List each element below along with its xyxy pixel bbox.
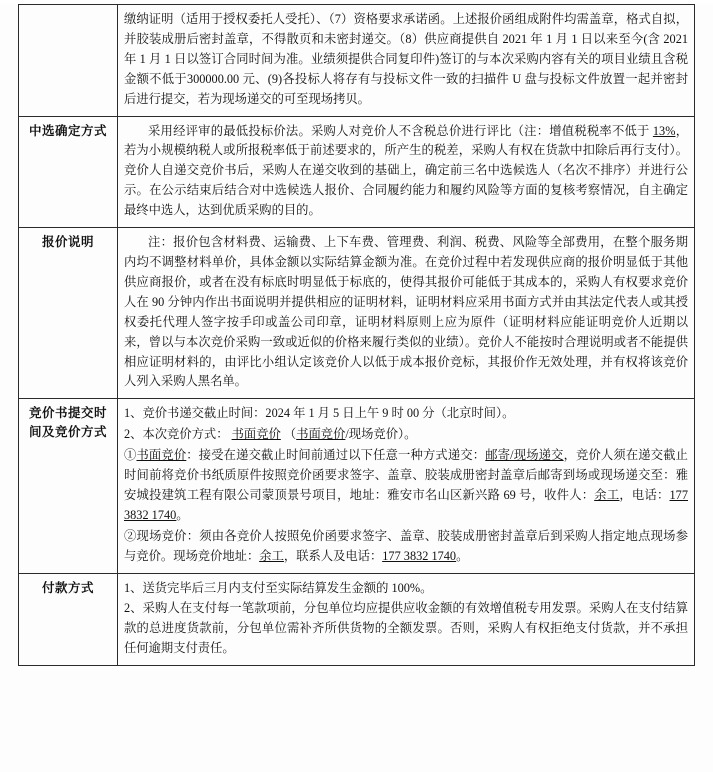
paragraph: 1、送货完毕后三月内支付至实际结算发生金额的 100%。 (124, 580, 433, 595)
document-page (0, 4, 713, 772)
paragraph: 1、竞价书递交截止时间：2024 年 1 月 5 日上午 9 时 00 分（北京时间）。 (124, 406, 515, 421)
table-row (19, 5, 695, 117)
paragraph: 采用经评审的最低投标价法。采购人对竞价人不含税总价进行评比（注：增值税税率不低于 13%，若为小规模纳税人或所报税率低于前述要求的，所产生的税差，采购人有权在货款中扣除后再行支付）。竞价人自递交竞价书后，采购人在递交收到的基础上，确定前三名中选候选人（名次不排序）并进行公示。在公示结束后结合对中选候选人报价、合同履约能力和履约风险等方面的复核考察情况，自主确定最终中选人，达到优质采购的目的。 (124, 123, 688, 218)
table-row (19, 116, 695, 228)
row-label-selection-method: 中选确定方式 (19, 116, 118, 228)
paragraph: 2、本次竞价方式： 书面竞价 （书面竞价/现场竞价）。 (124, 427, 417, 442)
paragraph: ①书面竞价：接受在递交截止时间前通过以下任意一种方式递交：邮寄/现场递交，竞价人须在递交截止时间前将竞价书纸质原件按照竞价函要求签字、盖章、胶装成册密封盖章后邮寄到场或现场递交至：雅安城投建筑工程有限公司蒙顶景号项目，地址：雅安市名山区新兴路 69 号，收件人：余工，电话：177 3832 1740。 (124, 448, 688, 522)
table-row (19, 399, 695, 573)
row-label-quote-note: 报价说明 (19, 228, 118, 399)
row-body-continued (118, 5, 695, 117)
paragraph: 缴纳证明（适用于授权委托人受托）、（7）资格要求承诺函。上述报价函组成附件均需盖章，格式自拟，并胶装成册后密封盖章，不得散页和未密封递交。（8）供应商提供自 2021 年 1 月 1 日以来至今(含 2021 年 1 月 1 日以签订合同时间为准。业绩须提供合同复印件)签订的与本次采购内容有关的项目业绩且含税金额不低于300000.00 元、(9)各投标人将存有与投标文件一致的扫描件 U 盘与投标文件放置一起并密封后进行提交，若为现场递交的可至现场拷贝。 (124, 12, 688, 106)
row-body-selection-method (118, 116, 695, 228)
paragraph: ②现场竞价：须由各竞价人按照免价函要求签字、盖章、胶装成册密封盖章后到采购人指定地点现场参与竞价。现场竞价地址：余工，联系人及电话：177 3832 1740。 (124, 528, 688, 563)
table-row (19, 573, 695, 666)
row-label-payment: 付款方式 (19, 573, 118, 666)
row-label-continued (19, 5, 118, 117)
clause-table (18, 4, 695, 666)
row-body-quote-note (118, 228, 695, 399)
row-label-submission: 竞价书提交时间及竞价方式 (19, 399, 118, 573)
row-body-submission (118, 399, 695, 573)
table-row (19, 228, 695, 399)
row-body-payment (118, 573, 695, 666)
paragraph: 注：报价包含材料费、运输费、上下车费、管理费、利润、税费、风险等全部费用，在整个服务期内均不调整材料单价，具体金额以实际结算金额为准。在竞价过程中若发现供应商的报价明显低于其他供应商报价，或者在没有标底时明显低于标底的，使得其报价可能低于其成本的，采购人有权要求竞价人在 90 分钟内作出书面说明并提供相应的证明材料，证明材料应采用书面方式并由其法定代表人或其授权委托代理人签字按手印或盖公司印章，证明材料原则上应为原件（证明材料应能证明竞价人近期以来，曾以与本次竞价采购一致或近似的价格来履行类似的业绩）。竞价人不能按时合理说明或者不能提供相应证明材料的，由评比小组认定该竞价人以低于成本报价竞标，其报价作无效处理，并有权将该竞价人列入采购人黑名单。 (124, 235, 688, 389)
paragraph: 2、采购人在支付每一笔款项前，分包单位均应提供应收金额的有效增值税专用发票。采购人在支付结算款的总进度货款前，分包单位需补齐所供货物的全额发票。否则，采购人有权拒绝支付货款，并不承担任何逾期支付责任。 (124, 601, 688, 656)
